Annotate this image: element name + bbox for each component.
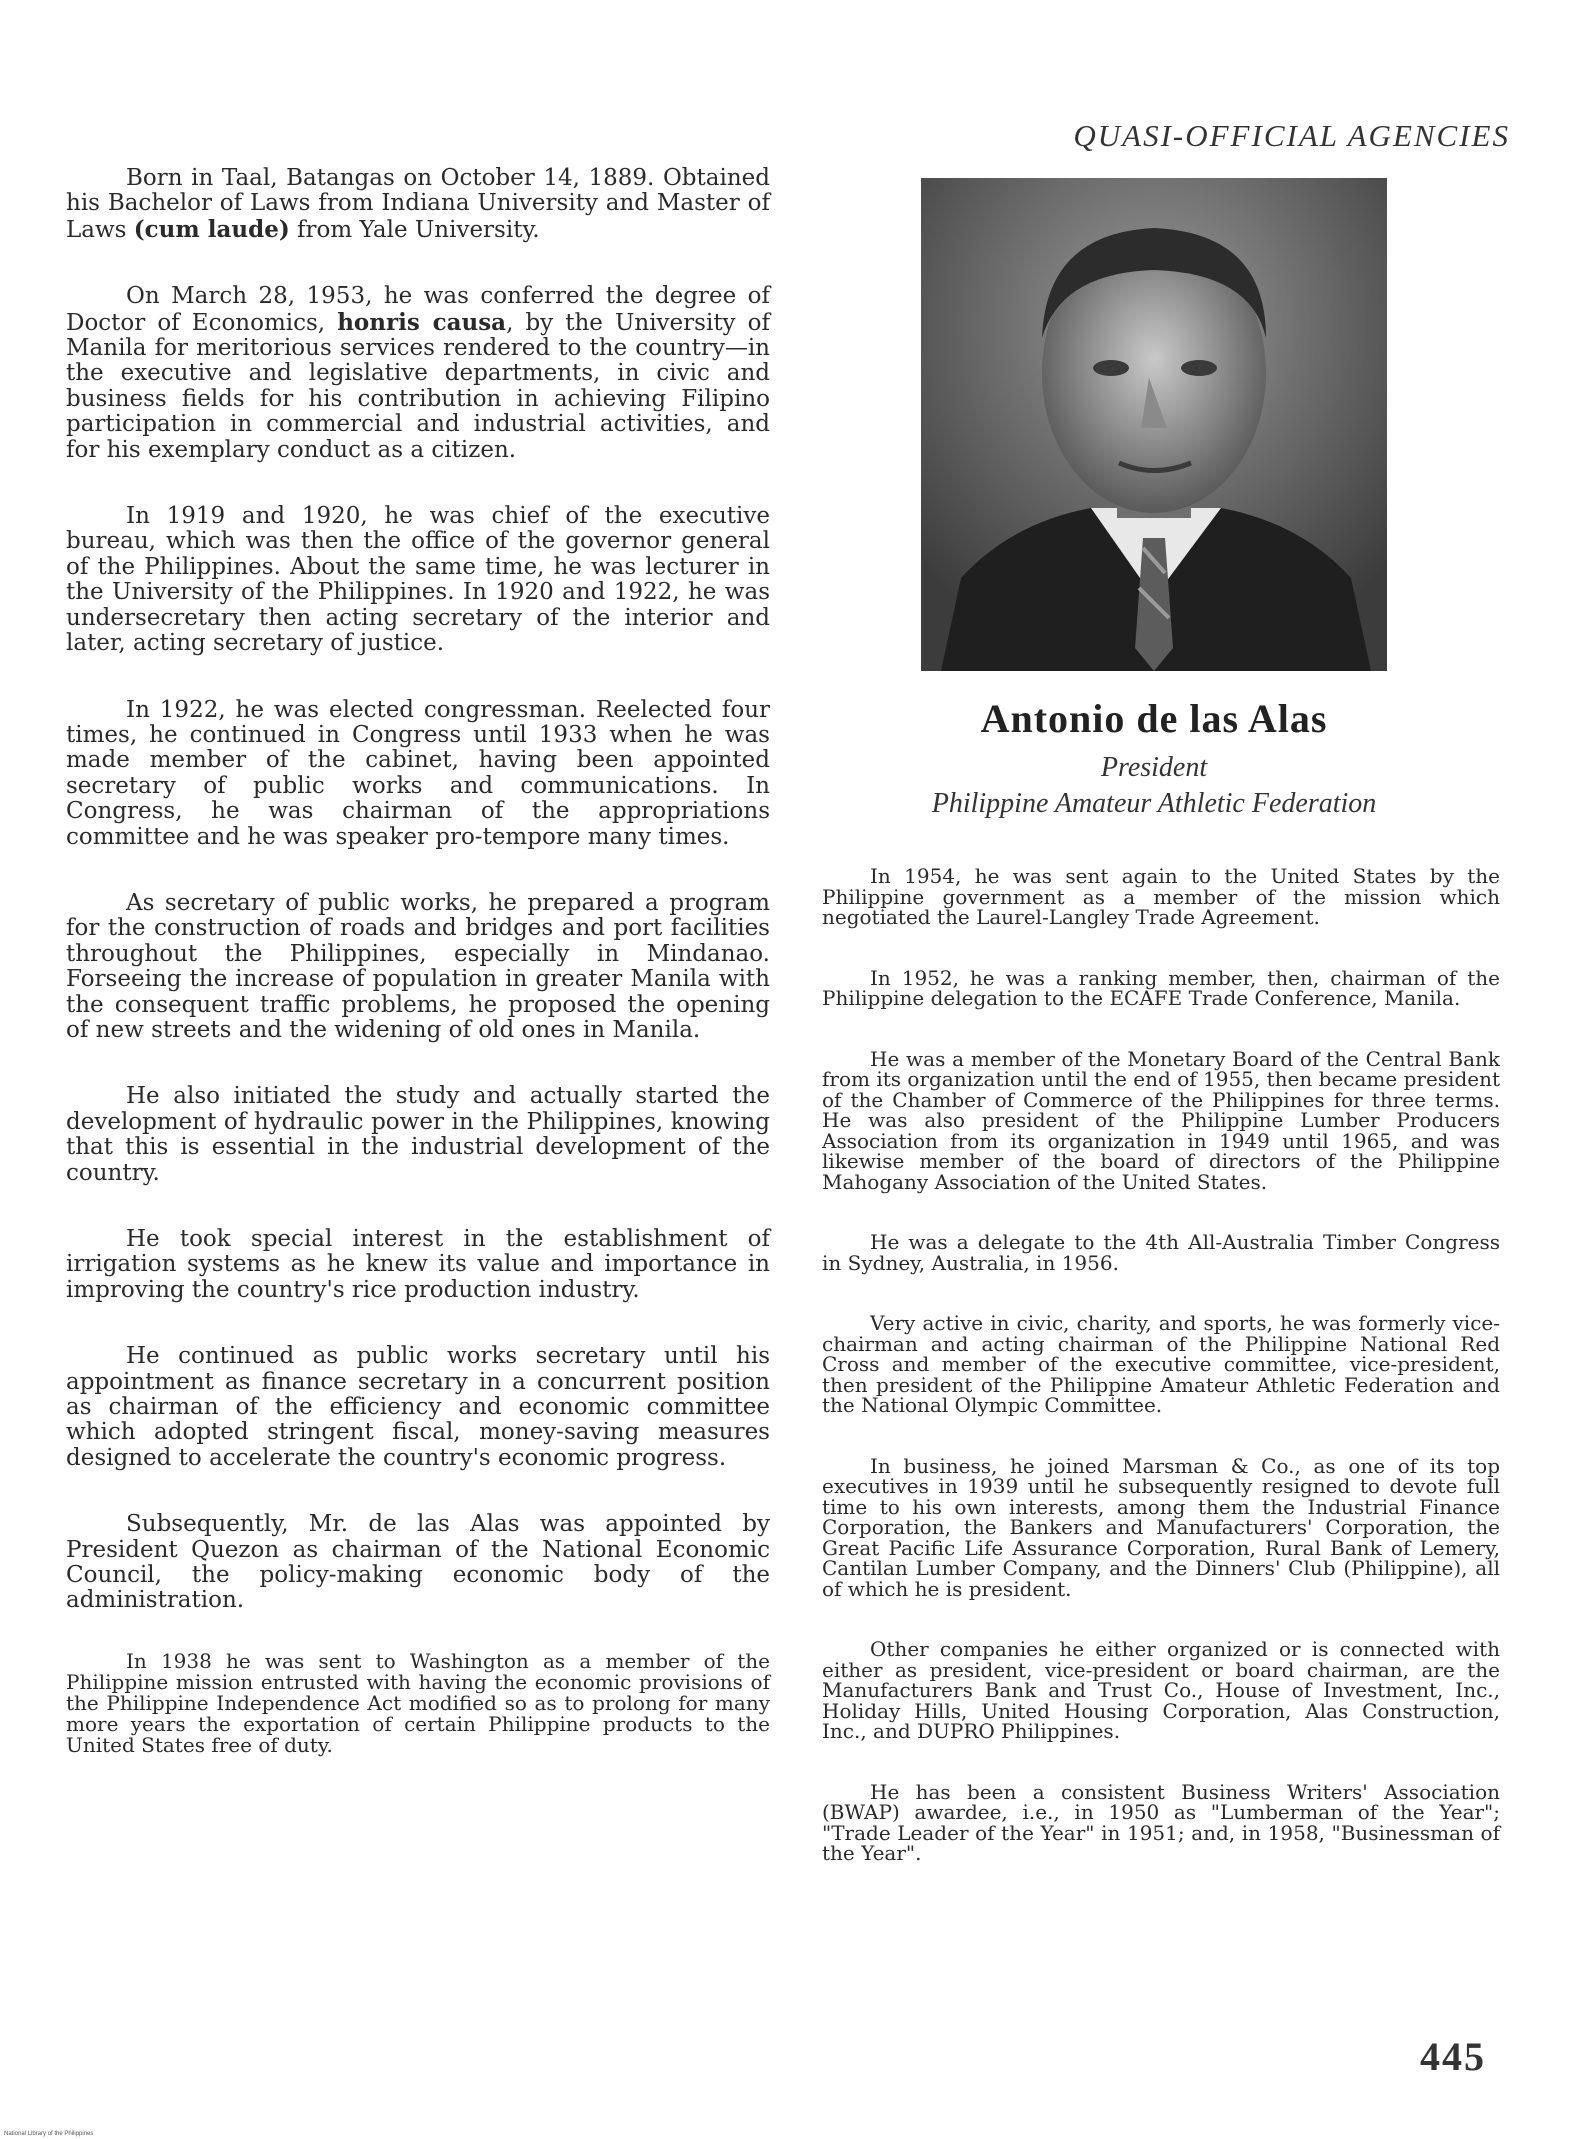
paragraph-hydraulic-power: He also initiated the study and actually started the development of hydraulic power in the Philippines, knowing that this is essential in the industrial development of the country. [66, 1083, 770, 1186]
paragraph-washington-mission: In 1938 he was sent to Washington as a member of the Philippine mission entrusted with having the economic provisions of the Philippine Independence Act modified so as to prolong for many more years the exportation of certain Philippine products to the United States free of duty. [66, 1648, 770, 1757]
portrait-image [921, 178, 1387, 671]
paragraph-civic-sports: Very active in civic, charity, and sports, he was formerly vice-chairman and acting chairman of the Philippine National Red Cross and member of the executive committee, vice-president, then president of the Philippine Amateur Athletic Federation and the National Olympic Committee. [822, 1311, 1500, 1417]
right-column [822, 866, 1500, 1904]
paragraph-doctorate: On March 28, 1953, he was conferred the degree of Doctor of Economics, honris causa, by the University of Manila for meritorious services rendered to the country—in the executive and legislative departments, in civic and business fields for his contribution in achieving Filipino participation in commercial and industrial activities, and for his exemplary conduct as a citizen. [66, 283, 770, 463]
left-column [66, 166, 770, 1797]
paragraph-executive-bureau: In 1919 and 1920, he was chief of the executive bureau, which was then the office of the governor general of the Philippines. About the same time, he was lecturer in the University of the Philippines. In 1920 and 1922, he was undersecretary then acting secretary of the interior and later, acting secretary of justice. [66, 503, 770, 657]
paragraph-irrigation: He took special interest in the establishment of irrigation systems as he knew its value and importance in improving the country's rice production industry. [66, 1226, 770, 1303]
paragraph-public-works: As secretary of public works, he prepared a program for the construction of roads and bridges and port facilities throughout the Philippines, especially in Mindanao. Forseeing the increase of population in greater Manila with the consequent traffic problems, he proposed the opening of new streets and the widening of old ones in Manila. [66, 889, 770, 1043]
paragraph-economic-council: Subsequently, Mr. de las Alas was appointed by President Quezon as chairman of the National Economic Council, the policy-making economic body of the administration. [66, 1511, 770, 1614]
paragraph-congressman: In 1922, he was elected congressman. Reelected four times, he continued in Congress until 1933 when he was made member of the cabinet, having been appointed secretary of public works and communications. In Congress, he was chairman of the appropriations committee and he was speaker pro-tempore many times. [66, 696, 770, 850]
library-footer-mark: National Library of the Philippines [4, 2131, 94, 2137]
paragraph-other-companies: Other companies he either organized or is connected with either as president, vice-president or board chairman, are the Manufacturers Bank and Trust Co., House of Investment, Inc., Holiday Hills, United Housing Corporation, Alas Construction, Inc., and DUPRO Philippines. [822, 1637, 1500, 1743]
paragraph-monetary-board: He was a member of the Monetary Board of the Central Bank from its organization until the end of 1955, then became president of the Chamber of Commerce of the Philippines for three terms. He was also president of the Philippine Lumber Producers Association from its organization in 1949 until 1965, and was likewise member of the board of directors of the Philippine Mahogany Association of the United States. [822, 1046, 1500, 1194]
paragraph-finance-secretary: He continued as public works secretary until his appointment as finance secretary in a concurrent position as chairman of the efficiency and economic committee which adopted stringent fiscal, money-saving measures designed to accelerate the country's economic progress. [66, 1343, 770, 1471]
paragraph-birth: Born in Taal, Batangas on October 14, 1889. Obtained his Bachelor of Laws from Indiana University and Master of Laws (cum laude) from Yale University. [66, 165, 770, 243]
paragraph-awards: He has been a consistent Business Writers' Association (BWAP) awardee, i.e., in 1950 as "Lumberman of the Year"; "Trade Leader of the Year" in 1951; and, in 1958, "Businessman of the Year". [822, 1779, 1500, 1865]
paragraph-timber-congress: He was a delegate to the 4th All-Australia Timber Congress in Sydney, Australia, in 1956. [822, 1230, 1500, 1275]
page-number: 445 [1420, 2034, 1486, 2079]
paragraph-business: In business, he joined Marsman & Co., as one of its top executives in 1939 until he subsequently resigned to devote full time to his own interests, among them the Industrial Finance Corporation, the Bankers and Manufacturers' Corporation, the Great Pacific Life Assurance Corporation, Rural Bank of Lemery, Cantilan Lumber Company, and the Dinners' Club (Philippine), all of which he is president. [822, 1453, 1500, 1601]
paragraph-ecafe: In 1952, he was a ranking member, then, chairman of the Philippine delegation to the ECAFE Trade Conference, Manila. [822, 965, 1500, 1010]
person-organization: Philippine Amateur Athletic Federation [931, 788, 1377, 819]
paragraph-laurel-langley: In 1954, he was sent again to the United States by the Philippine government as a member of the mission which negotiated the Laurel-Langley Trade Agreement. [822, 864, 1500, 929]
portrait-photo [921, 178, 1387, 671]
person-name: Antonio de las Alas [980, 696, 1328, 741]
section-header: QUASI-OFFICIAL AGENCIES [1073, 118, 1510, 153]
person-title: President [1100, 752, 1208, 783]
